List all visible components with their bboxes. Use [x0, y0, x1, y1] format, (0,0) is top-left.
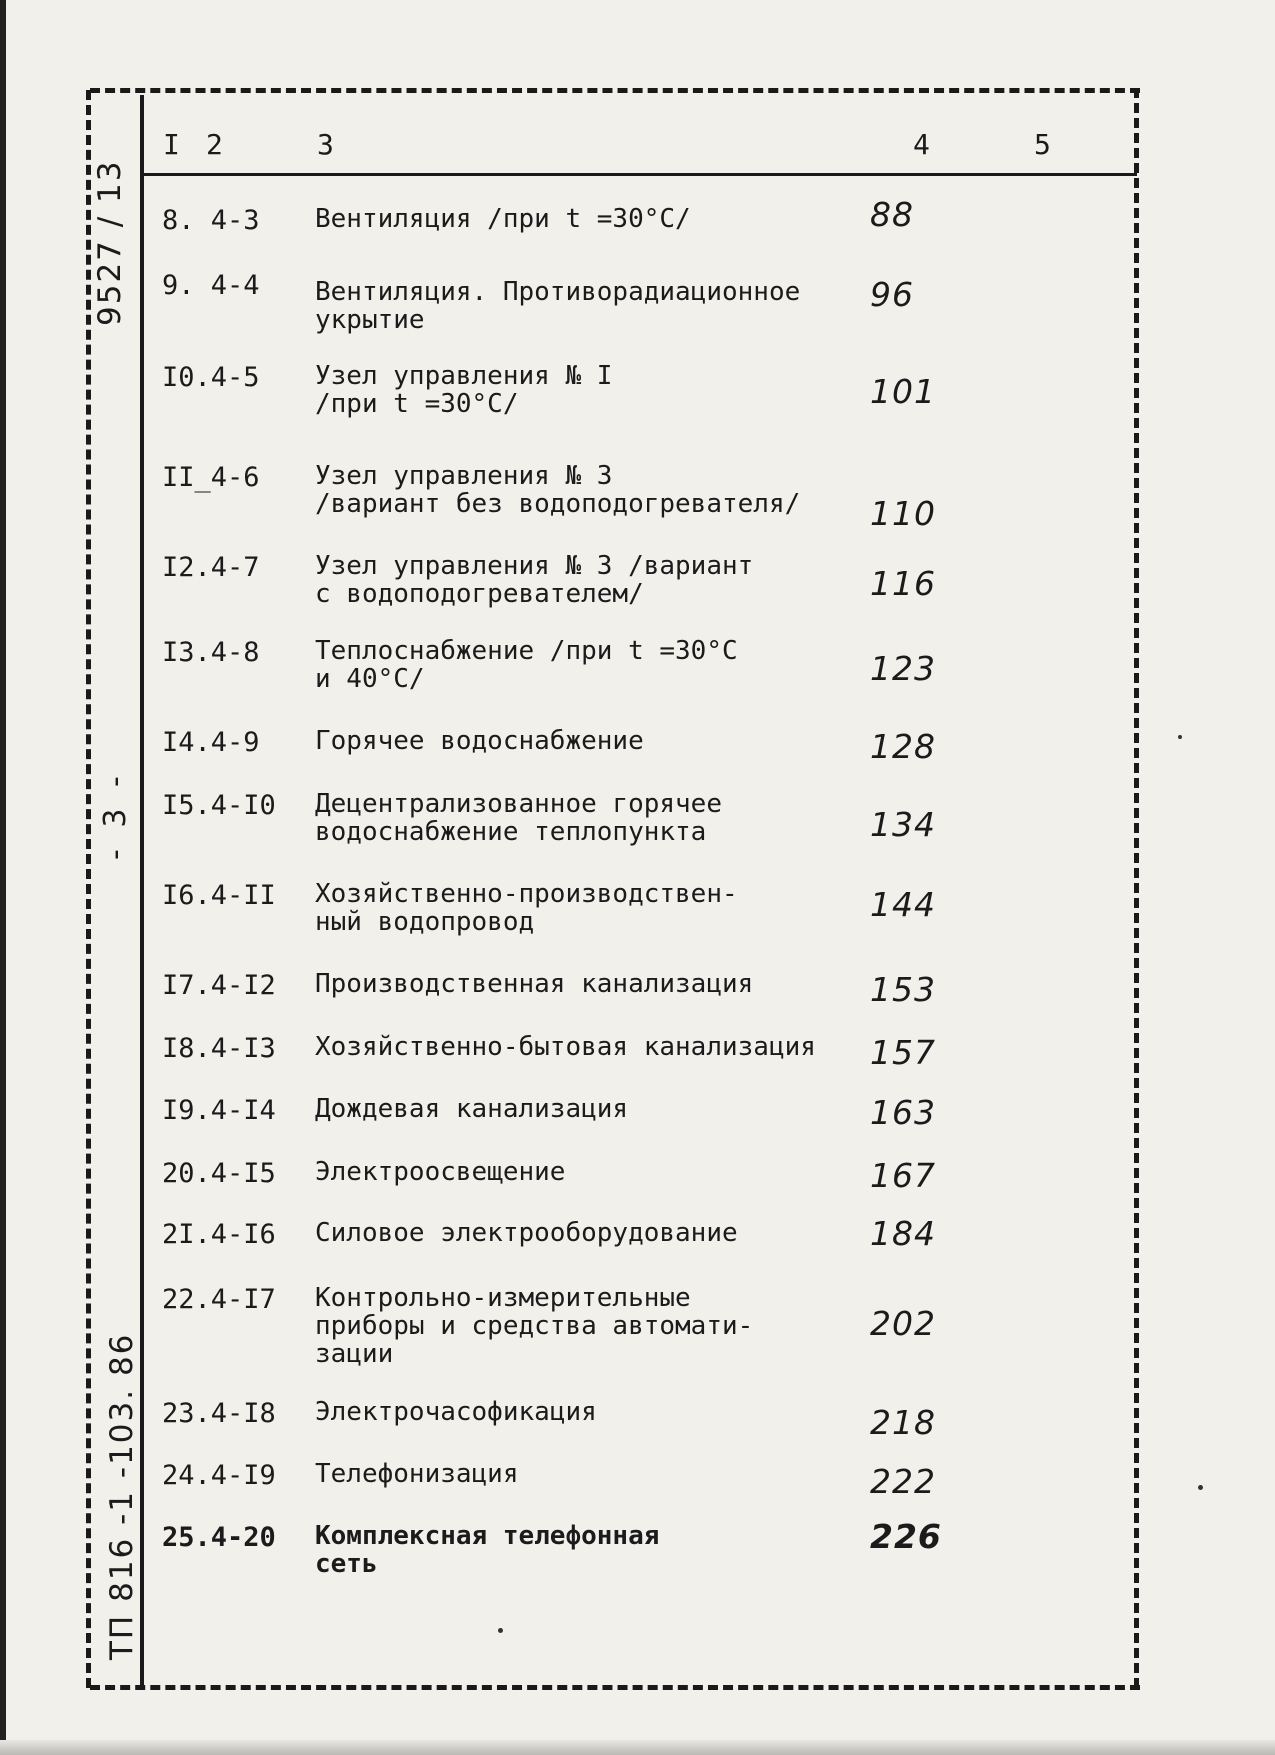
row-page: 101	[870, 372, 936, 411]
row-number: I7.4-I2	[162, 970, 276, 1001]
row-page: 226	[870, 1517, 942, 1556]
row-title: Узел управления № I /при t =30°C/	[315, 361, 613, 419]
row-title: Децентрализованное горячее водоснабжение теплопункта	[315, 789, 722, 847]
row-number: 24.4-I9	[162, 1460, 276, 1491]
header-divider	[140, 173, 1137, 176]
row-title: Узел управления № 3 /вариант без водоподогревателя/	[315, 461, 801, 519]
header-col-2: 2	[206, 128, 223, 161]
row-page: 184	[870, 1214, 936, 1253]
row-page: 88	[870, 195, 914, 234]
row-number: I2.4-7	[162, 552, 260, 583]
project-code: ТП 816 -1 -103. 86	[104, 1332, 140, 1660]
frame-left-border	[86, 90, 91, 1688]
row-number: I0.4-5	[162, 362, 260, 393]
row-page: 153	[870, 970, 936, 1009]
header-col-3: 3	[317, 128, 334, 161]
row-number: 23.4-I8	[162, 1398, 276, 1429]
row-page: 144	[870, 885, 936, 924]
row-number: I4.4-9	[162, 727, 260, 758]
row-number: 9. 4-4	[162, 270, 260, 301]
frame-inner-border	[140, 95, 144, 1687]
header-col-1: I	[163, 128, 180, 161]
row-number: I3.4-8	[162, 637, 260, 668]
row-number: 25.4-20	[162, 1522, 276, 1553]
scan-speck	[1198, 1485, 1203, 1490]
frame-bottom-border	[90, 1685, 1140, 1690]
row-title: Дождевая канализация	[315, 1094, 629, 1124]
row-title: Теплоснабжение /при t =30°C и 40°C/	[315, 636, 738, 694]
row-page: 218	[870, 1403, 936, 1442]
row-number: 22.4-I7	[162, 1284, 276, 1315]
row-title: Узел управления № 3 /вариант с водоподогревателем/	[315, 551, 754, 609]
row-title: Горячее водоснабжение	[315, 726, 644, 756]
scan-speck	[1178, 735, 1182, 739]
row-page: 163	[870, 1093, 936, 1132]
row-number: I5.4-I0	[162, 790, 276, 821]
sheet-number: - 3 -	[98, 770, 133, 860]
row-title: Хозяйственно-бытовая канализация	[315, 1032, 816, 1062]
header-col-5: 5	[1034, 128, 1051, 161]
scan-bottom-edge	[0, 1740, 1275, 1755]
row-page: 222	[870, 1462, 936, 1501]
row-page: 202	[870, 1304, 936, 1343]
row-number: I6.4-II	[162, 880, 276, 911]
archive-number: 9527 / 13	[92, 159, 128, 326]
row-number: I9.4-I4	[162, 1095, 276, 1126]
row-title: Вентиляция. Противорадиационное укрытие	[315, 277, 801, 335]
row-page: 167	[870, 1156, 936, 1195]
row-title: Силовое электрооборудование	[315, 1218, 738, 1248]
page-edge-shadow	[0, 0, 6, 1755]
row-page: 123	[870, 649, 936, 688]
row-number: I8.4-I3	[162, 1033, 276, 1064]
row-title: Контрольно-измерительные приборы и средства автомати- зации	[315, 1283, 754, 1369]
row-title: Вентиляция /при t =30°C/	[315, 204, 691, 234]
row-title: Производственная канализация	[315, 969, 754, 999]
row-title: Электроосвещение	[315, 1157, 566, 1187]
row-number: II_4-6	[162, 462, 260, 493]
frame-right-border	[1134, 88, 1139, 1688]
row-page: 110	[870, 494, 936, 533]
row-page: 116	[870, 564, 936, 603]
frame-top-border	[90, 88, 1140, 93]
row-number: 20.4-I5	[162, 1158, 276, 1189]
row-title: Комплексная телефонная сеть	[315, 1521, 660, 1579]
row-number: 2I.4-I6	[162, 1219, 276, 1250]
row-title: Электрочасофикация	[315, 1397, 597, 1427]
row-page: 128	[870, 727, 936, 766]
row-page: 134	[870, 805, 936, 844]
header-col-4: 4	[913, 128, 930, 161]
row-title: Хозяйственно-производствен- ный водопровод	[315, 879, 738, 937]
scan-speck	[498, 1628, 503, 1633]
row-page: 96	[870, 275, 914, 314]
row-page: 157	[870, 1033, 936, 1072]
row-number: 8. 4-3	[162, 205, 260, 236]
row-title: Телефонизация	[315, 1459, 519, 1489]
